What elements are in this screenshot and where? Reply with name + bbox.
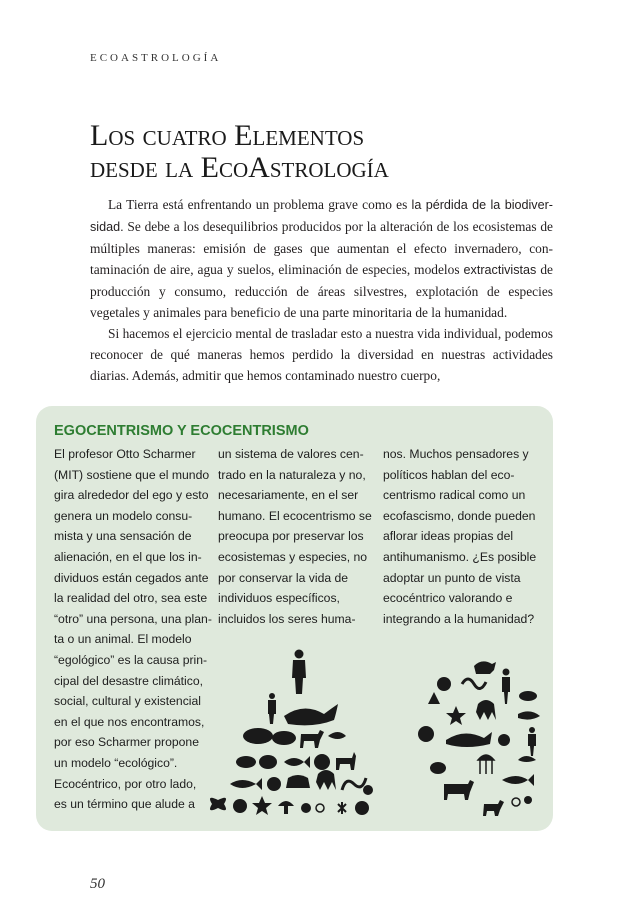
frog-eco-icon	[430, 762, 446, 774]
human-top-icon	[292, 650, 306, 695]
jellyfish-icon	[478, 755, 494, 774]
chapter-title	[90, 120, 560, 184]
octopus-eco-icon	[476, 700, 496, 720]
rooster-eco-icon	[418, 726, 434, 742]
chapter-title-line-1: Los cuatro Elementos	[90, 119, 365, 152]
shark-icon	[230, 778, 262, 790]
highlight-biodiversity: la pérdida de la biodiversidad.	[90, 198, 553, 234]
box-column-3: nos. Muchos pensadores y políticos hablan del ecocentrismo radical como un ecofascismo, donde pueden aflorar ideas propias del antihumanismo. ¿Es posible adoptar un punto de vista ecocéntrico valorando e integrando a la humanidad?	[383, 447, 537, 626]
highlight-extractivist: extractivistas	[463, 263, 537, 277]
rooster-icon	[314, 754, 330, 770]
box-title: EGOCENTRISMO Y ECOCENTRISMO	[54, 423, 309, 439]
starfish-eco-icon	[446, 706, 466, 725]
running-head: ECOASTROLOGÍA	[90, 52, 222, 64]
paragraph-1-part-e: de producción y consumo, reducción de áreas silvestres, explotación de especies vegetales y animales para beneficio de una parte minoritaria de la humanidad.	[90, 262, 553, 320]
paragraph-2: Si hacemos el ejercicio mental de trasladar esto a nuestra vida individual, podemos reconocer de qué maneras hemos perdido la diversidad en nuestras actividades diarias. Además, admitir que hemos contaminado nuestro cuerpo,	[90, 326, 553, 383]
shell-icon	[233, 799, 247, 813]
fish-icon	[284, 756, 310, 768]
box-column-2: un sistema de valores centrado en la naturaleza y no, necesariamente, en el ser humano. El ecocentrismo se preocupa por preservar los ecosistemas y especies, no por conservar la vida de individuos específicos, incluidos los seres huma-	[218, 447, 372, 626]
box-column-1: El profesor Otto Scharmer (MIT) sostiene que el mundo gira alrededor del ego y esto genera un modelo consumista y una sensación de alienación, en el que los individuos están cegados ante la realidad del otro, sea este “otro” una persona, una planta o un animal. El modelo “egológico” es la causa principal del desastre climático, social, cultural y existencial en el que nos encontramos, por eso Scharmer propone un modelo “ecológico”. Ecocéntrico, por otro lado, es un término que alude a	[54, 447, 212, 812]
paragraph-1-part-a: La Tierra está enfrentando un problema grave como es	[108, 197, 412, 212]
snail-icon	[267, 777, 281, 791]
seed-icon	[301, 803, 311, 813]
paragraph-1-part-c: Se debe a los desequilibrios producidos por la alteración de los ecosistemas de múltiples maneras: emisión de gases que aumentan el efecto invernadero, contaminación de aire, agua y suelos, eliminación de especies, modelos	[90, 219, 553, 277]
rabbit-icon	[259, 755, 277, 769]
cat-icon	[236, 756, 256, 768]
human-eco-icon	[502, 669, 510, 705]
paragraph-1	[90, 194, 553, 323]
butterfly-icon	[210, 798, 226, 811]
flower-icon	[338, 802, 346, 814]
snake-eco-icon	[462, 679, 486, 689]
dog-icon	[300, 730, 324, 748]
cow-eco-icon	[444, 780, 474, 800]
starfish-icon	[252, 796, 272, 815]
rodent-icon	[519, 691, 537, 701]
chapter-title-line-2: desde la EcoAstrología	[90, 151, 389, 184]
seed-eco-icon	[524, 796, 532, 804]
sidebar-box	[36, 406, 553, 831]
tree-icon	[437, 677, 451, 691]
cow-icon	[272, 731, 296, 745]
whale-icon	[284, 704, 338, 725]
frog-icon	[286, 775, 310, 788]
human-small-icon	[268, 693, 276, 724]
bird-icon	[328, 732, 346, 739]
seal-icon	[518, 711, 540, 719]
whale-eco-icon	[446, 732, 492, 747]
egg-icon	[316, 804, 324, 812]
pig-eco-icon	[474, 661, 496, 674]
page-number: 50	[90, 876, 105, 892]
human-eco-2-icon	[528, 727, 536, 756]
bird-eco-icon	[518, 756, 536, 762]
mushroom-icon	[278, 801, 294, 814]
plant-icon	[428, 692, 440, 704]
body-text	[90, 194, 553, 386]
bush-icon	[355, 801, 369, 815]
snake-icon	[342, 778, 366, 790]
pig-icon	[243, 728, 273, 744]
dog-eco-icon	[483, 800, 504, 816]
goat-icon	[336, 752, 356, 770]
shark-eco-icon	[502, 774, 534, 786]
octopus-icon	[316, 770, 336, 790]
egg-eco-icon	[512, 798, 520, 806]
ego-eco-illustration	[206, 644, 546, 819]
eco-circle	[418, 661, 540, 816]
ego-pyramid	[210, 650, 373, 816]
insect-icon	[363, 785, 373, 795]
snail-eco-icon	[498, 734, 510, 746]
